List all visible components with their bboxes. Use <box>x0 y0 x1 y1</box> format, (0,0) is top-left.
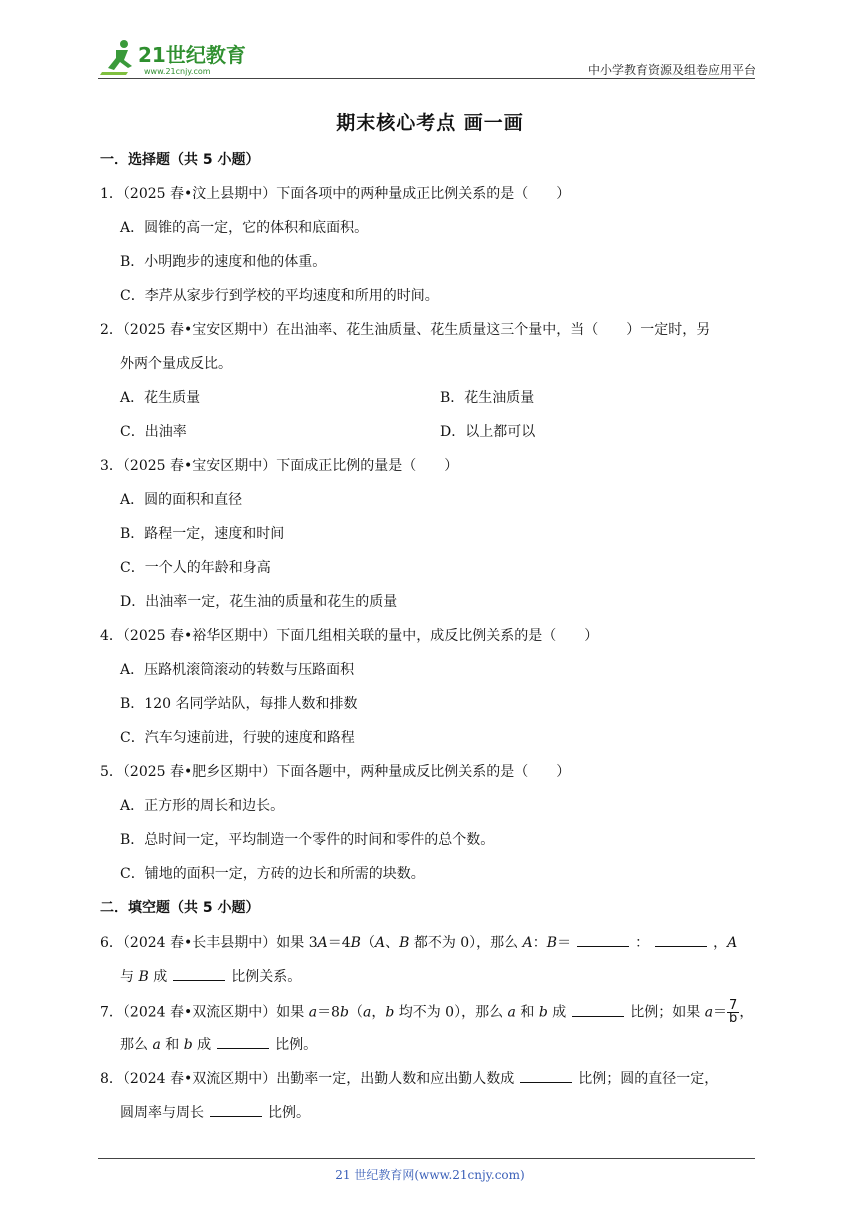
question-4: 4．（2025 春•裕华区期中）下面几组相关联的量中，成反比例关系的是（ ） <box>100 628 599 644</box>
question-5-option-b: B．总时间一定，平均制造一个零件的时间和零件的总个数。 <box>120 832 495 848</box>
question-4-option-c: C．汽车匀速前进，行驶的速度和路程 <box>120 730 355 746</box>
question-3-option-a: A．圆的面积和直径 <box>120 492 243 508</box>
question-3-option-d: D．出油率一定，花生油的质量和花生的质量 <box>120 594 398 610</box>
question-2-option-d: D．以上都可以 <box>440 424 536 440</box>
answer-blank[interactable] <box>655 932 707 947</box>
footer-divider <box>98 1158 755 1159</box>
question-8: 8．（2024 春•双流区期中）出勤率一定，出勤人数和应出勤人数成 比例；圆的直径一定， <box>100 1068 765 1102</box>
section-heading-choice: 一．选择题（共 5 小题） <box>100 152 260 168</box>
question-2-option-a: A．花生质量 <box>120 390 201 406</box>
section-heading-fill: 二．填空题（共 5 小题） <box>100 900 260 916</box>
page-title: 期末核心考点 画一画 <box>336 112 524 134</box>
question-4-option-b: B．120 名同学站队，每排人数和排数 <box>120 696 358 712</box>
question-3: 3．（2025 春•宝安区期中）下面成正比例的量是（ ） <box>100 458 459 474</box>
question-3-option-b: B．路程一定，速度和时间 <box>120 526 285 542</box>
question-2-options-row-2 <box>100 422 765 456</box>
page-header <box>0 0 860 80</box>
logo-text: 21世纪教育 <box>138 43 246 67</box>
platform-name: 中小学教育资源及组卷应用平台 <box>587 63 756 77</box>
answer-blank[interactable] <box>520 1068 572 1083</box>
question-7-continued: 那么 a 和 b 成 比例。 <box>100 1034 765 1068</box>
answer-blank[interactable] <box>572 1002 624 1017</box>
logo <box>94 38 264 78</box>
question-2-option-b: B．花生油质量 <box>440 390 535 406</box>
question-6: 6．（2024 春•长丰县期中）如果 3A＝4B（A、B 都不为 0），那么 A：B＝ ： ，A <box>100 932 765 966</box>
question-7: 7．（2024 春•双流区期中）如果 a＝8b（a，b 均不为 0），那么 a 和 b 成 比例；如果 a＝ $\frac{7}{b}$ ， <box>100 998 754 1026</box>
question-1-option-c: C．李芹从家步行到学校的平均速度和所用的时间。 <box>120 288 439 304</box>
header-divider <box>98 78 755 79</box>
answer-blank[interactable] <box>210 1102 262 1117</box>
question-1-option-a: A．圆锥的高一定，它的体积和底面积。 <box>120 220 369 236</box>
answer-blank[interactable] <box>173 966 225 981</box>
answer-blank[interactable] <box>577 932 629 947</box>
question-6-continued: 与 B 成 比例关系。 <box>100 966 765 1000</box>
question-2: 2．（2025 春•宝安区期中）在出油率、花生油质量、花生质量这三个量中，当（ ）一定时，另 <box>100 322 711 338</box>
page-footer: 21 世纪教育网(www.21cnjy.com) <box>335 1168 525 1182</box>
question-4-option-a: A．压路机滚筒滚动的转数与压路面积 <box>120 662 355 678</box>
question-3-option-c: C．一个人的年龄和身高 <box>120 560 271 576</box>
question-2-options-row-1 <box>100 388 765 422</box>
question-8-continued: 圆周率与周长 比例。 <box>100 1102 765 1136</box>
question-1: 1．（2025 春•汶上县期中）下面各项中的两种量成正比例关系的是（ ） <box>100 186 571 202</box>
question-5: 5．（2025 春•肥乡区期中）下面各题中，两种量成反比例关系的是（ ） <box>100 764 571 780</box>
answer-blank[interactable] <box>217 1034 269 1049</box>
question-2-continued: 外两个量成反比。 <box>120 356 232 372</box>
question-5-option-c: C．铺地的面积一定，方砖的边长和所需的块数。 <box>120 866 425 882</box>
fraction: $\frac{7}{b}$ <box>729 998 738 1026</box>
question-2-option-c: C．出油率 <box>120 424 187 440</box>
logo-url: www.21cnjy.com <box>144 67 211 76</box>
question-1-option-b: B．小明跑步的速度和他的体重。 <box>120 254 327 270</box>
document-body <box>100 150 765 1136</box>
question-5-option-a: A．正方形的周长和边长。 <box>120 798 285 814</box>
